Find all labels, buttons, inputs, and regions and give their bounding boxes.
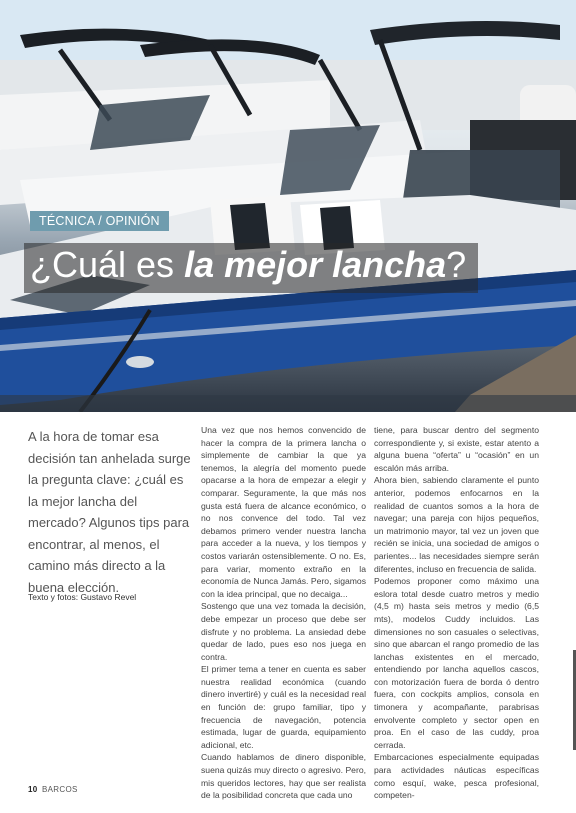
paragraph: Una vez que nos hemos convencido de hacer la compra de la primera lancha o simplemente de cambiar la que ya tenemos, la alegría del momento puede opacarse a la hora de empezar a elegir y comparar. Seguramente, la que más nos gusta está fuera de alcance económico, o no nos convence del todo. Tal vez debamos primero vender nuestra lancha para acceder a la nueva, y los tiempos y costos variarán ostensiblemente. O no. Es, para variar, momento extraño en la economía de Nunca Jamás. Pero, sigamos con la idea principal, que no decaiga... bbox=[201, 425, 366, 599]
section-tag: TÉCNICA / OPINIÓN bbox=[30, 211, 169, 231]
title-suffix: ? bbox=[446, 244, 467, 285]
body-column-2 bbox=[374, 424, 539, 802]
paragraph: Sostengo que una vez tomada la decisión, debe empezar un proceso que debe ser disfrute y no problema. La ansiedad debe quedar de lado, pues eso nos juega en contra. bbox=[201, 601, 366, 662]
paragraph: tiene, para buscar dentro del segmento correspondiente y, si existe, estar atento a alguna buena “oferta” u “ocasión” en un escalón más arriba. bbox=[374, 425, 539, 473]
paragraph: Cuando hablamos de dinero disponible, suena quizás muy directo o agresivo. Pero, mis queridos lectores, hay que ser realista de la posibilidad concreta que cada uno bbox=[201, 752, 366, 801]
title-emphasis: la mejor lancha bbox=[184, 244, 447, 285]
photo-credit: Texto y fotos: Gustavo Revel bbox=[28, 592, 137, 602]
intro-text: A la hora de tomar esa decisión tan anhelada surge la pregunta clave: ¿cuál es la mejor lancha del mercado? Algunos tips para encontrar, al menos, el camino más directo a la buena elección. bbox=[28, 429, 191, 595]
article-title bbox=[30, 240, 466, 290]
article-intro bbox=[28, 426, 194, 598]
page-number: 10 bbox=[28, 785, 38, 794]
body-column-1 bbox=[201, 424, 366, 802]
magazine-name: BARCOS bbox=[42, 785, 78, 794]
page-footer bbox=[28, 785, 78, 794]
title-prefix: ¿Cuál es bbox=[30, 244, 185, 285]
paragraph: Ahora bien, sabiendo claramente el punto anterior, podemos enfocarnos en la realidad de cuantos somos a la hora de navegar; una pareja con hijos pequeños, un matrimonio mayor, tal vez un joven que recién se inicia, una sociedad de amigos o parientes... las necesidades siempre serán diferentes, incluso en frecuencia de salida. bbox=[374, 475, 539, 574]
paragraph: Podemos proponer como máximo una eslora total desde cuatro metros y medio (4,5 m) hasta seis metros y medio (6,5 mts), modelos Cuddy incluidos. Las dimensiones no son casuales o selectivas, sino que abarcan el rango promedio de las lanchas existentes en el mercado, entendiendo por lancha aquellos cascos, con motorización fuera de borda ó dentro fuera, con cockpits amplios, consola en timonera y acompañante, parabrisas envolvente completo y sector open en proa. En el caso de las cuddy, proa cerrada. bbox=[374, 576, 539, 750]
paragraph: El primer tema a tener en cuenta es saber nuestra realidad económica (cuando dinero invertiré) y cuál es la necesidad real en función de: grupo familiar, tipo y frecuencia de navegación, potencia estimada, lugar de guarda, equipamiento adicional, etc. bbox=[201, 664, 366, 750]
paragraph: Embarcaciones especialmente equipadas para actividades náuticas específicas como esquí, wake, pesca profesional, competen- bbox=[374, 752, 539, 801]
